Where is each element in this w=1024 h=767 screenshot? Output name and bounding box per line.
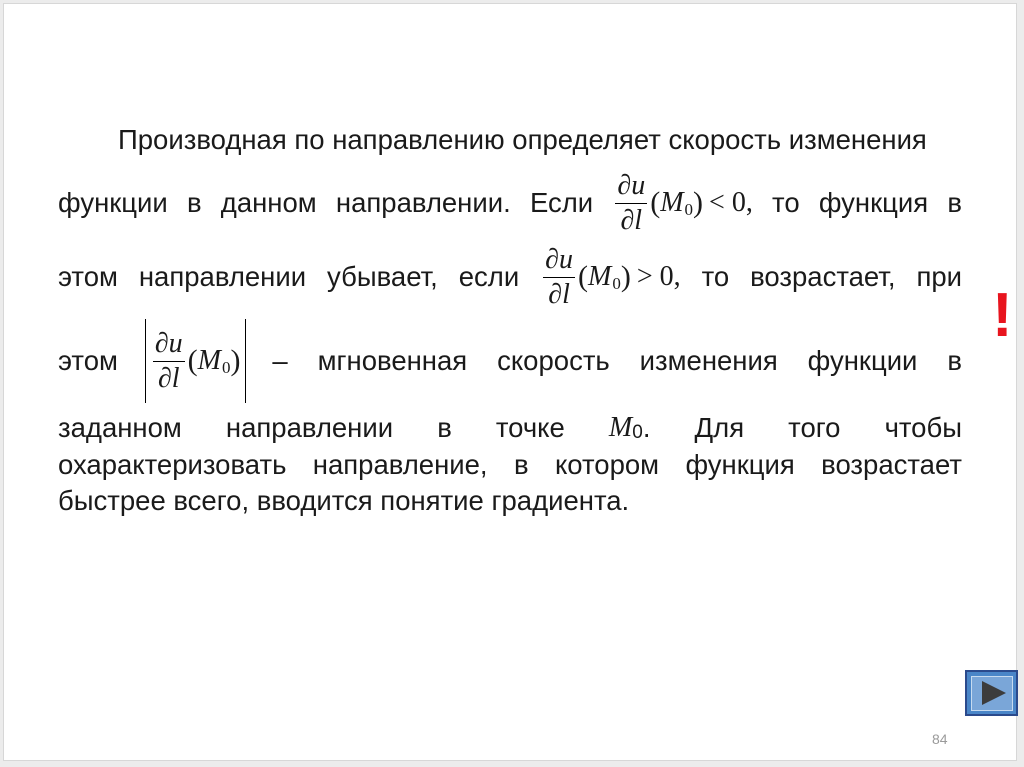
word: в bbox=[186, 187, 202, 218]
point-subscript: 0 bbox=[612, 274, 621, 293]
period: . bbox=[642, 412, 651, 443]
slide bbox=[3, 3, 1017, 761]
paragraph-line-6 bbox=[58, 445, 962, 485]
point-symbol: M bbox=[608, 412, 633, 443]
word: в bbox=[947, 345, 962, 376]
point-subscript: 0 bbox=[222, 358, 231, 377]
word: того bbox=[788, 412, 841, 443]
word: мгновенная bbox=[317, 345, 468, 376]
word: возрастает, bbox=[750, 261, 896, 292]
word: этом bbox=[58, 261, 118, 292]
fraction bbox=[153, 327, 185, 394]
word: Если bbox=[529, 187, 594, 218]
derivative-formula bbox=[540, 243, 681, 310]
word: функция bbox=[818, 187, 929, 218]
exclamation-mark: ! bbox=[992, 281, 1013, 350]
paragraph-line-4 bbox=[58, 319, 962, 403]
word: направлении. bbox=[335, 187, 511, 218]
word: при bbox=[916, 261, 962, 292]
relation: > 0, bbox=[636, 261, 681, 292]
play-right-icon bbox=[982, 681, 1006, 705]
word: то bbox=[701, 261, 730, 292]
paren-close: ) bbox=[620, 260, 631, 293]
word: функции bbox=[58, 187, 168, 218]
word: в bbox=[437, 412, 452, 443]
word: направлении bbox=[225, 412, 394, 443]
paren-close: ) bbox=[693, 186, 704, 219]
point-symbol: M bbox=[587, 261, 612, 292]
word: этом bbox=[58, 345, 118, 376]
word: убывает, bbox=[327, 261, 438, 292]
point-m0 bbox=[609, 408, 651, 448]
paren-open: ( bbox=[577, 260, 588, 293]
fraction-numerator: ∂u bbox=[543, 246, 575, 278]
word: точке bbox=[495, 412, 565, 443]
text-line: Производная по направлению определяет скорость изменения bbox=[118, 124, 927, 155]
paragraph-line-5 bbox=[58, 408, 962, 448]
abs-derivative-formula bbox=[148, 319, 243, 403]
word: скорость bbox=[497, 345, 610, 376]
paren-open: ( bbox=[650, 186, 661, 219]
absolute-value-bars bbox=[145, 319, 246, 403]
fraction bbox=[615, 169, 647, 236]
text-line: быстрее всего, вводится понятие градиента. bbox=[58, 485, 630, 516]
page-number: 84 bbox=[932, 731, 948, 747]
word: функция bbox=[685, 449, 795, 480]
fraction-denominator: ∂l bbox=[548, 278, 570, 310]
point-symbol: M bbox=[197, 345, 221, 376]
paragraph-line-3 bbox=[58, 243, 962, 310]
word: если bbox=[458, 261, 520, 292]
paren-open: ( bbox=[187, 344, 198, 377]
word: изменения bbox=[639, 345, 778, 376]
fraction-denominator: ∂l bbox=[620, 204, 643, 236]
button-face[interactable] bbox=[971, 676, 1013, 711]
fraction-numerator: ∂u bbox=[153, 330, 185, 362]
point-symbol: M bbox=[660, 187, 684, 218]
word: заданном bbox=[58, 412, 182, 443]
next-slide-button[interactable] bbox=[965, 670, 1018, 716]
relation: < 0, bbox=[709, 187, 753, 218]
word: то bbox=[772, 187, 800, 218]
point-subscript: 0 bbox=[684, 200, 694, 219]
derivative-formula bbox=[612, 169, 753, 236]
word: в bbox=[513, 449, 529, 480]
word: в bbox=[947, 187, 962, 218]
word: данном bbox=[220, 187, 317, 218]
fraction bbox=[543, 243, 575, 310]
fraction-denominator: ∂l bbox=[157, 362, 180, 394]
word: котором bbox=[554, 449, 660, 480]
paragraph-line-2 bbox=[58, 169, 962, 236]
word: функции bbox=[807, 345, 918, 376]
paragraph-line-7 bbox=[58, 481, 962, 521]
word: охарактеризовать bbox=[58, 449, 287, 480]
word: Для bbox=[694, 412, 745, 443]
paragraph-line-1 bbox=[58, 120, 962, 160]
fraction-numerator: ∂u bbox=[615, 172, 647, 204]
word: возрастает bbox=[821, 449, 962, 480]
paren-close: ) bbox=[230, 344, 241, 377]
word: чтобы bbox=[884, 412, 962, 443]
word: направлении bbox=[138, 261, 307, 292]
dash: – bbox=[272, 345, 288, 376]
point-subscript: 0 bbox=[632, 422, 643, 443]
word: направление, bbox=[312, 449, 488, 480]
